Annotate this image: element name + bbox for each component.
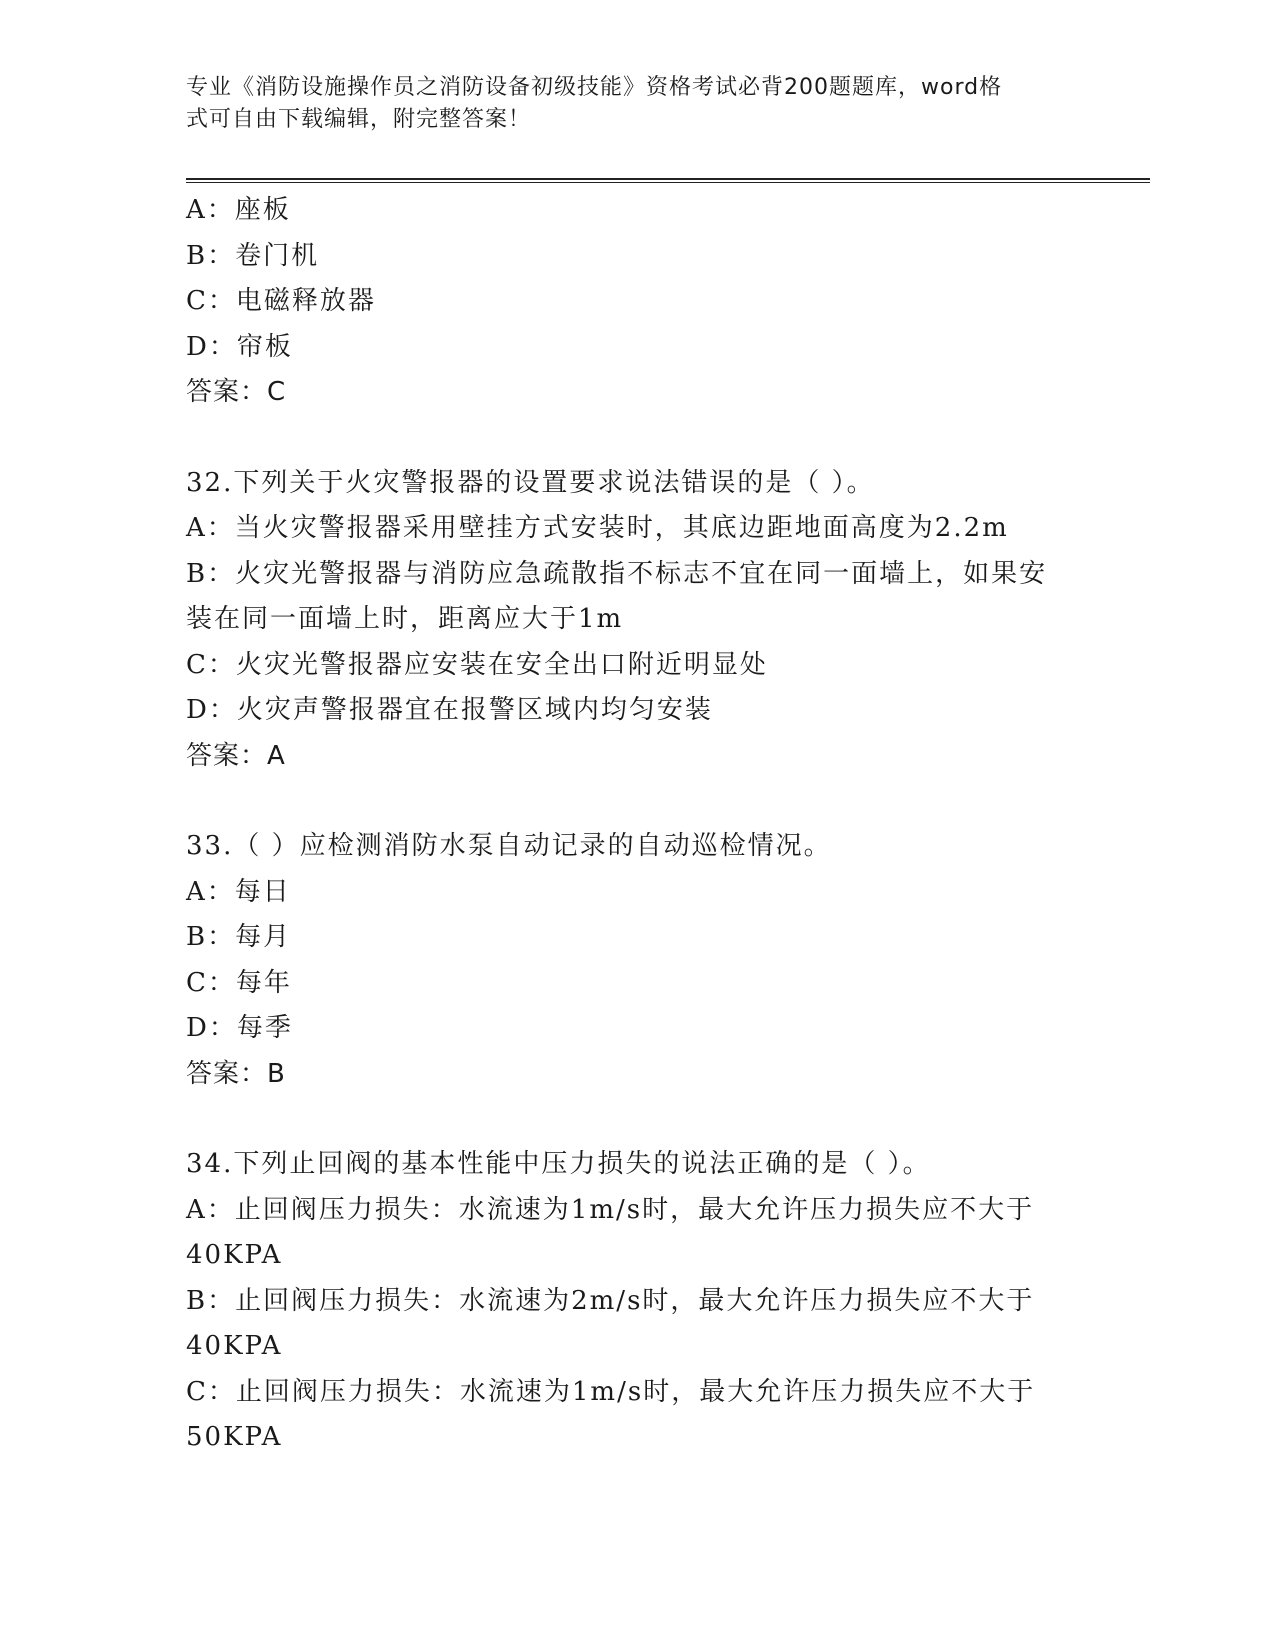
option-c-continued: 50KPA: [186, 1422, 283, 1452]
document-body: [186, 188, 1086, 1461]
question-33: [186, 824, 1086, 1097]
option-d: D：帘板: [186, 331, 293, 362]
option-c: C：火灾光警报器应安装在安全出口附近明显处: [186, 649, 768, 680]
option-b-continued: 40KPA: [186, 1331, 283, 1361]
option-b: B：止回阀压力损失：水流速为2m/s时，最大允许压力损失应不大于: [186, 1285, 1035, 1316]
option-a: A：止回阀压力损失：水流速为1m/s时，最大允许压力损失应不大于: [186, 1194, 1035, 1225]
option-a: A：当火灾警报器采用壁挂方式安装时，其底边距地面高度为2.2m: [186, 513, 1009, 543]
header-line-2: 式可自由下载编辑，附完整答案！: [186, 107, 532, 132]
question-32: [186, 461, 1086, 780]
spacer: [186, 1097, 1086, 1142]
option-b: B：卷门机: [186, 240, 320, 271]
spacer: [186, 779, 1086, 824]
question-stem: 34.下列止回阀的基本性能中压力损失的说法正确的是（ ）。: [186, 1149, 931, 1179]
option-a-continued: 40KPA: [186, 1240, 283, 1270]
spacer: [186, 416, 1086, 461]
option-b: B：火灾光警报器与消防应急疏散指不标志不宜在同一面墙上，如果安: [186, 558, 1048, 589]
question-34: [186, 1142, 1086, 1461]
question-31-tail: [186, 188, 1086, 416]
option-c: C：止回阀压力损失：水流速为1m/s时，最大允许压力损失应不大于: [186, 1376, 1036, 1407]
answer: 答案：A: [186, 740, 286, 771]
option-c: C：电磁释放器: [186, 286, 376, 316]
option-b-continued: 装在同一面墙上时，距离应大于1m: [186, 604, 624, 634]
answer: 答案：C: [186, 377, 287, 407]
option-a: A：座板: [186, 195, 291, 225]
option-c: C：每年: [186, 967, 292, 998]
answer: 答案：B: [186, 1058, 286, 1089]
document-header: [186, 72, 1066, 136]
header-divider: [186, 178, 1150, 183]
option-d: D：火灾声警报器宜在报警区域内均匀安装: [186, 695, 713, 725]
option-d: D：每季: [186, 1013, 293, 1043]
header-line-1: 专业《消防设施操作员之消防设备初级技能》资格考试必背200题题库，word格: [186, 75, 1003, 100]
option-a: A：每日: [186, 876, 291, 907]
question-stem: 32.下列关于火灾警报器的设置要求说法错误的是（ ）。: [186, 467, 875, 498]
question-stem: 33.（ ）应检测消防水泵自动记录的自动巡检情况。: [186, 831, 832, 861]
option-b: B：每月: [186, 922, 292, 952]
